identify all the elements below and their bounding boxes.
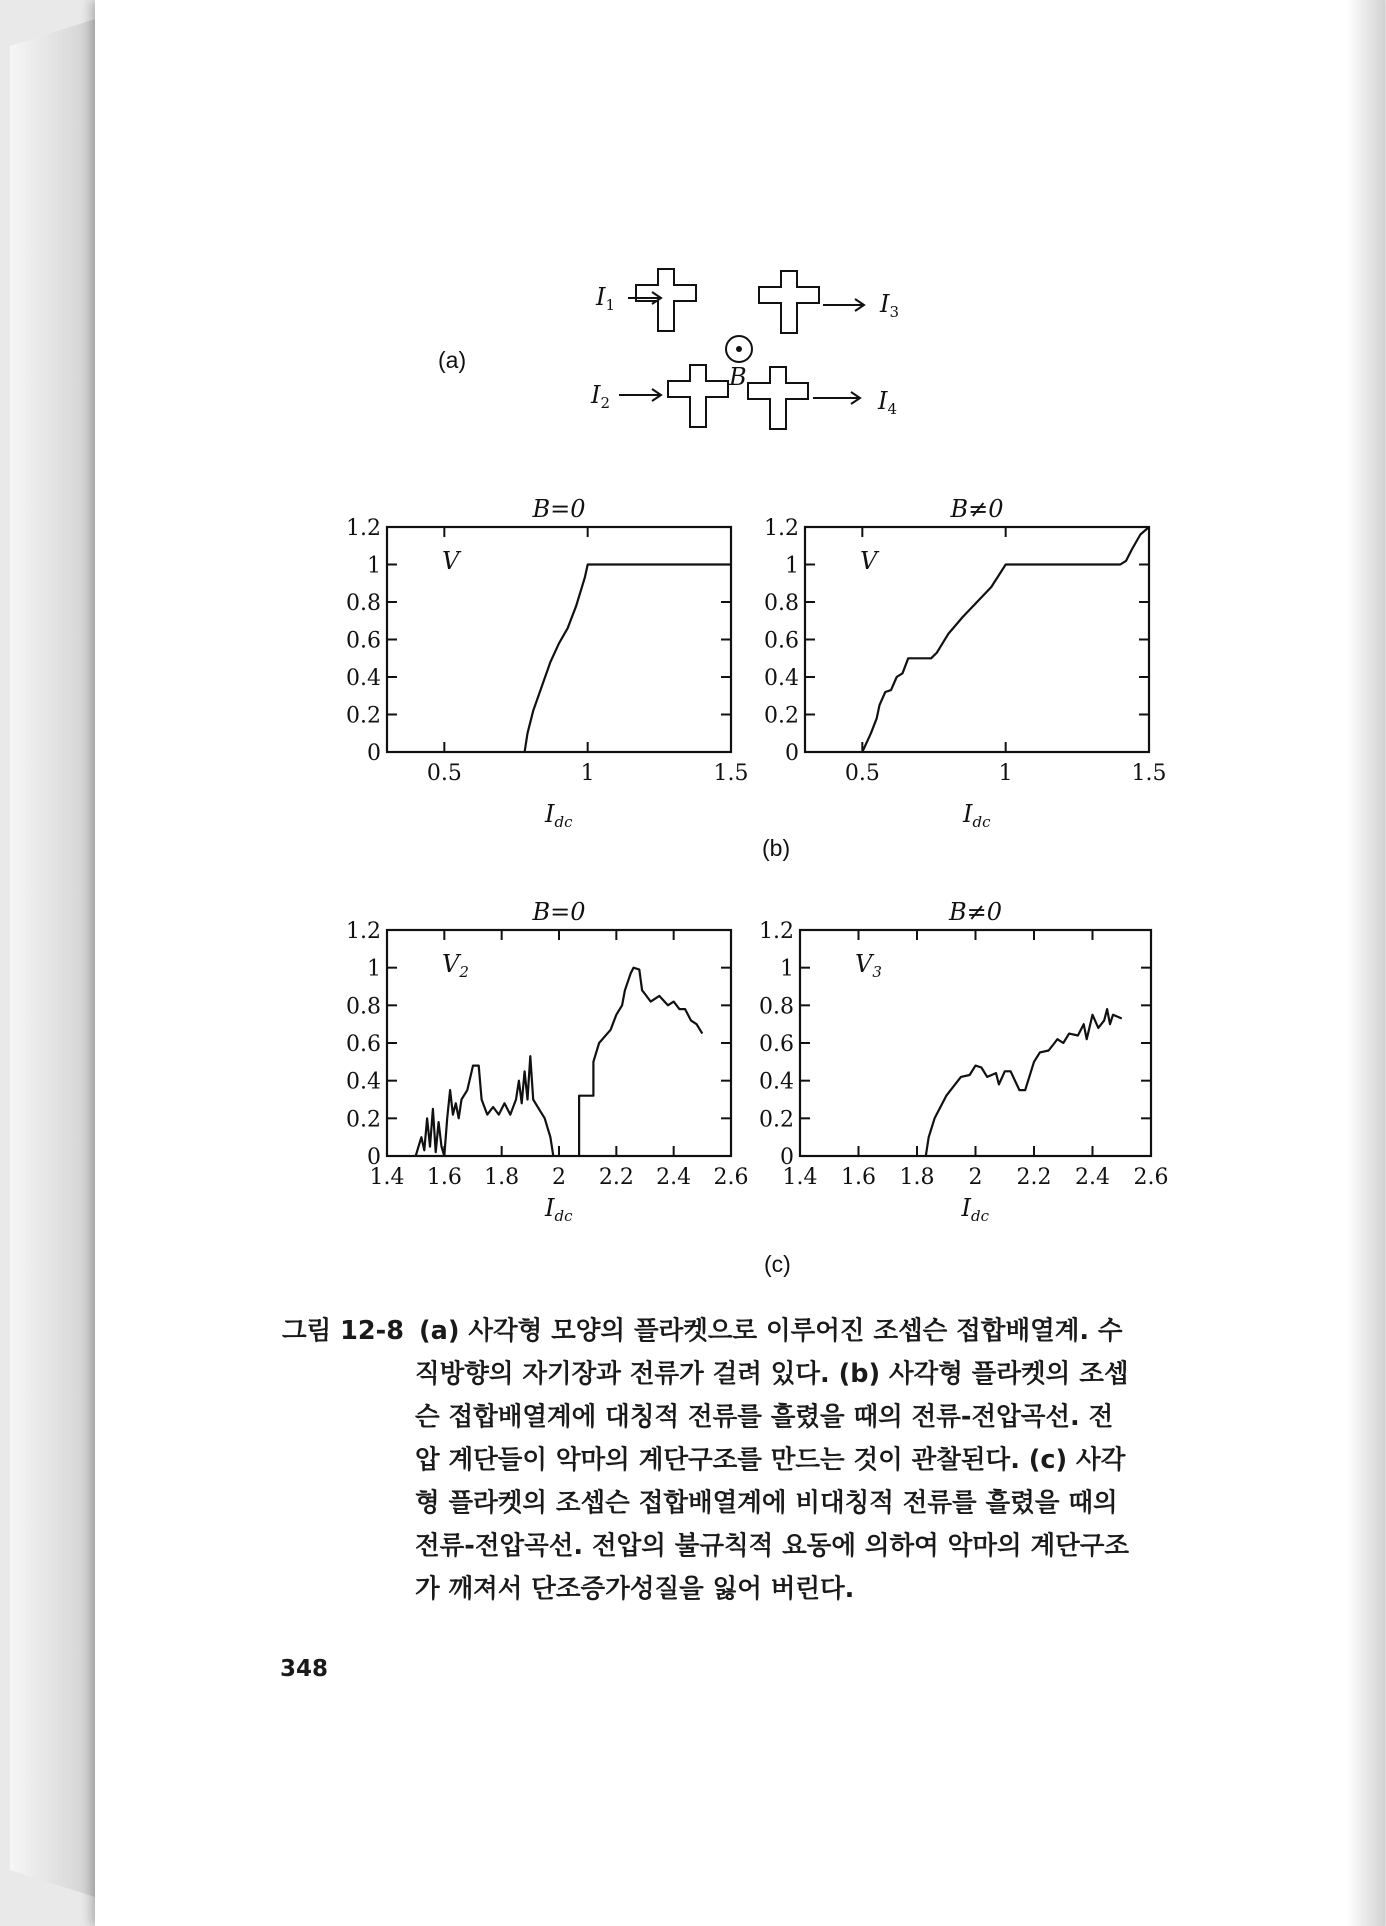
y-tick-label: 0	[367, 1145, 381, 1170]
x-axis-label: $I_{dc}$	[545, 800, 573, 831]
x-tick-label: 1.6	[841, 1165, 876, 1190]
plot-frame	[805, 527, 1149, 752]
y-tick-label: 0.6	[759, 1032, 794, 1057]
plaquette-bottom-right	[748, 367, 808, 429]
y-tick-label: 0	[785, 741, 799, 766]
caption-line: 압 계단들이 악마의 계단구조를 만드는 것이 관찰된다. (c) 사각	[415, 1445, 1126, 1475]
y-tick-label: 0.2	[759, 1107, 794, 1133]
y-tick-label: 0.8	[759, 994, 794, 1020]
caption-line: 슨 접합배열계에 대칭적 전류를 흘렸을 때의 전류-전압곡선. 전	[415, 1402, 1114, 1432]
x-tick-label: 2.6	[1133, 1165, 1169, 1190]
series-line	[416, 1109, 445, 1156]
caption-line: (a) 사각형 모양의 플라켓으로 이루어진 조셉슨 접합배열계. 수	[419, 1316, 1123, 1346]
chart-c-right-b-nonzero	[759, 898, 1169, 1225]
chart-title: B=0	[532, 495, 586, 523]
y-tick-label: 0.6	[764, 628, 799, 654]
magnetic-field-out-of-page-icon	[726, 336, 752, 362]
x-tick-label: 1.5	[1131, 761, 1167, 786]
y-axis-label: V	[860, 547, 878, 575]
x-tick-label: 2.6	[713, 1165, 749, 1190]
chart-title: B≠0	[950, 495, 1004, 523]
caption-line: 전류-전압곡선. 전압의 불규칙적 요동에 의하여 악마의 계단구조	[415, 1531, 1129, 1561]
y-tick-label: 0	[780, 1145, 794, 1170]
series-line	[525, 565, 731, 753]
caption-line: 가 깨져서 단조증가성질을 잃어 버린다.	[415, 1574, 855, 1604]
series-line	[579, 968, 702, 1156]
series-line	[862, 527, 1149, 752]
y-tick-label: 1.2	[759, 919, 794, 944]
y-tick-label: 0	[367, 741, 381, 766]
x-tick-label: 1.8	[899, 1165, 935, 1190]
x-tick-label: 1.8	[484, 1165, 520, 1190]
plaquette-top-left	[636, 269, 696, 331]
x-tick-label: 1	[580, 761, 595, 786]
x-tick-label: 0.5	[426, 761, 462, 786]
current-label-i4: $I_4$	[878, 387, 898, 418]
y-tick-label: 0.4	[346, 666, 381, 691]
arrow-i2	[619, 389, 661, 401]
current-label-i3: $I_3$	[880, 290, 900, 321]
panel-a-label: (a)	[438, 347, 467, 373]
panel-a-schematic	[438, 269, 899, 429]
x-tick-label: 2	[968, 1165, 983, 1190]
chart-c-left-b-zero	[346, 898, 749, 1225]
y-tick-label: 0.8	[764, 591, 799, 616]
y-tick-label: 0.6	[346, 1032, 381, 1057]
plaquette-bottom-left	[668, 365, 728, 427]
chart-b-left-b-zero	[346, 495, 749, 831]
y-tick-label: 1.2	[346, 919, 381, 944]
caption-line: 형 플라켓의 조셉슨 접합배열계에 비대칭적 전류를 흘렸을 때의	[415, 1488, 1118, 1518]
y-tick-label: 0.4	[759, 1069, 794, 1095]
series-line	[444, 1056, 553, 1156]
plot-frame	[800, 930, 1151, 1156]
y-tick-label: 0.2	[346, 1107, 381, 1133]
page-number: 348	[280, 1656, 329, 1682]
x-axis-label: $I_{dc}$	[545, 1194, 573, 1225]
x-tick-label: 2	[552, 1165, 566, 1190]
y-tick-label: 0.4	[764, 666, 799, 691]
y-tick-label: 0.2	[346, 703, 381, 729]
chart-b-right-b-nonzero	[764, 495, 1167, 831]
field-label-b: B	[729, 363, 747, 391]
x-tick-label: 1.4	[782, 1165, 818, 1190]
x-tick-label: 2.4	[1075, 1165, 1110, 1190]
x-tick-label: 1.5	[713, 761, 749, 786]
y-tick-label: 0.4	[346, 1069, 381, 1095]
y-tick-label: 1.2	[346, 516, 381, 541]
x-tick-label: 0.5	[844, 761, 880, 786]
x-tick-label: 1	[998, 761, 1013, 786]
arrow-i4	[813, 392, 860, 404]
y-tick-label: 1	[785, 553, 799, 579]
x-tick-label: 2.2	[1016, 1165, 1052, 1190]
y-tick-label: 0.6	[346, 628, 381, 654]
y-tick-label: 1	[367, 956, 381, 982]
y-tick-label: 0.8	[346, 994, 381, 1020]
current-label-i2: $I_2$	[591, 381, 611, 412]
x-axis-label: $I_{dc}$	[961, 1194, 989, 1225]
chart-title: B≠0	[948, 898, 1003, 926]
arrow-i1	[628, 292, 661, 304]
x-tick-label: 2.2	[598, 1165, 634, 1190]
caption-line: 직방향의 자기장과 전류가 걸려 있다. (b) 사각형 플라켓의 조셉	[415, 1359, 1129, 1389]
panel-c-label: (c)	[764, 1251, 791, 1277]
y-axis-label: $V_2$	[442, 950, 469, 981]
current-label-i1: $I_1$	[596, 283, 616, 314]
x-tick-label: 1.6	[426, 1165, 462, 1190]
plot-frame	[387, 527, 731, 752]
y-tick-label: 0.2	[764, 703, 799, 729]
y-axis-label: $V_3$	[855, 950, 882, 981]
chart-title: B=0	[532, 898, 586, 926]
y-tick-label: 1.2	[764, 516, 799, 541]
arrow-i3	[823, 299, 864, 311]
y-tick-label: 1	[780, 956, 794, 982]
x-tick-label: 2.4	[656, 1165, 692, 1190]
y-tick-label: 0.8	[346, 591, 381, 616]
x-axis-label: $I_{dc}$	[963, 800, 991, 831]
y-tick-label: 1	[367, 553, 381, 579]
plaquette-top-right	[759, 271, 819, 333]
caption-figure-label: 그림 12-8	[282, 1316, 404, 1346]
x-tick-label: 1.4	[369, 1165, 405, 1190]
series-line	[926, 1009, 1122, 1156]
y-axis-label: V	[442, 547, 460, 575]
panel-b-label: (b)	[762, 835, 791, 861]
